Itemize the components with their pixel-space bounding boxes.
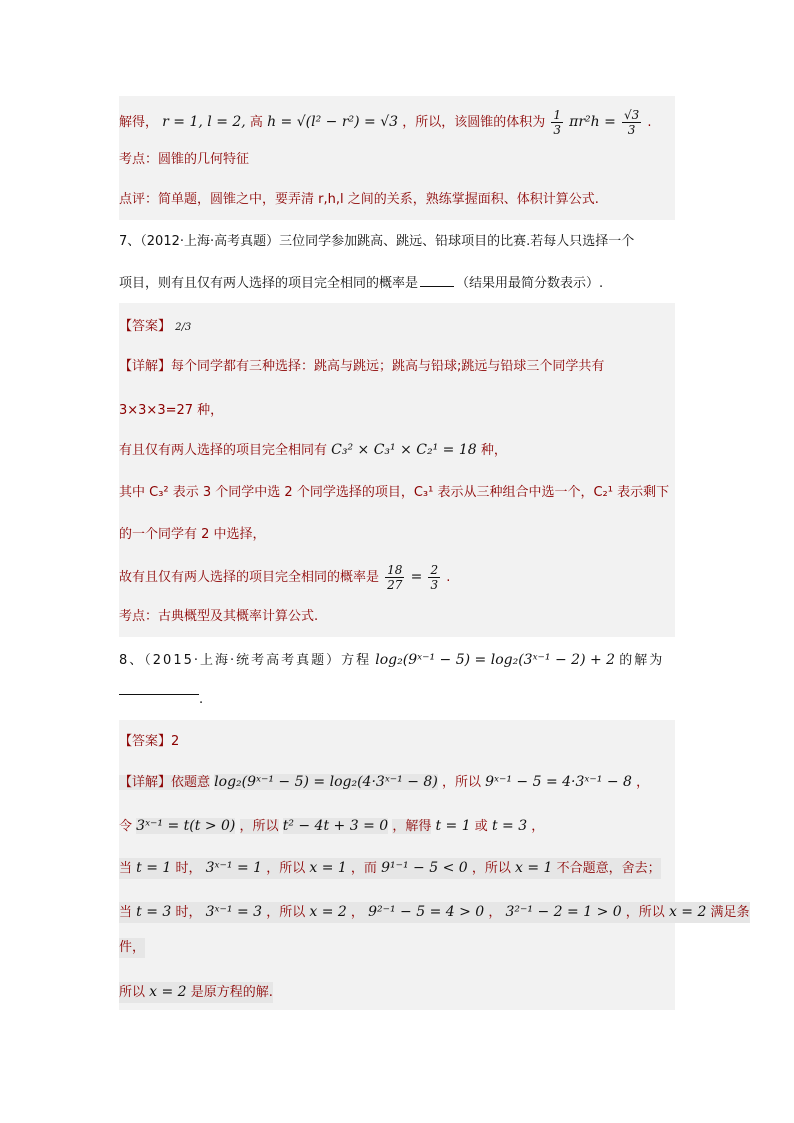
answer-block-7 <box>119 303 675 637</box>
answer-label: 【答案】 <box>119 319 172 334</box>
fraction: $\frac{√3}{3}$ <box>623 108 640 137</box>
question-8 <box>119 650 675 671</box>
answer-line <box>119 317 191 338</box>
text: 解得， <box>119 115 159 130</box>
math: πr²h = <box>569 114 616 130</box>
answer-blank-8 <box>119 694 199 695</box>
math: t = 1 <box>435 818 471 834</box>
math: C₃² × C₃¹ × C₂¹ = 18 <box>331 442 477 458</box>
dianping-line: 点评：简单题，圆锥之中，要弄清 r,h,l 之间的关系，熟练掌握面积、体积计算公式. <box>119 192 599 207</box>
detail-line: 当 t = 1 时， 3ˣ⁻¹ = 1 ，所以 x = 1 ，而 9¹⁻¹ − 5 < 0 ，所以 x = 1 不合题意，舍去； <box>119 858 661 879</box>
answer-block-8 <box>119 720 750 1010</box>
detail-line: 3×3×3=27 种， <box>119 403 224 418</box>
solution-block-prev <box>119 96 675 220</box>
text: ，所以，该圆锥的体积为 <box>402 115 546 130</box>
q8-end: . <box>199 692 204 707</box>
detail-line: 令 3ˣ⁻¹ = t(t > 0) ，所以 t² − 4t + 3 = 0 ，解得 t = 1 或 t = 3 ， <box>119 818 545 834</box>
detail-line: 的一个同学有 2 中选择， <box>119 527 266 542</box>
kaodian-line: 考点：圆锥的几何特征 <box>119 152 250 167</box>
text: 高 <box>249 115 263 130</box>
math: r = 1, l = 2, <box>162 114 246 130</box>
text: 项目，则有且仅有两人选择的项目完全相同的概率是 <box>119 276 419 291</box>
detail-line: 故有且仅有两人选择的项目完全相同的概率是 $\frac{18}{27}$ = $\frac{2}{3}$ . <box>119 563 451 592</box>
detail-line: 件， <box>119 938 145 958</box>
text: （结果用最简分数表示）. <box>456 276 604 291</box>
detail-line: 【详解】依题意 log₂(9ˣ⁻¹ − 5) = log₂(4·3ˣ⁻¹ − 8) ，所以 9ˣ⁻¹ − 5 = 4·3ˣ⁻¹ − 8 ， <box>119 774 650 790</box>
text: 的解为 <box>619 653 665 668</box>
math: t = 3 <box>491 818 528 834</box>
fraction: $\frac{2}{3}$ <box>430 563 439 592</box>
math: 3ˣ⁻¹ = t(t > 0) <box>136 818 236 834</box>
math: log₂(9ˣ⁻¹ − 5) = log₂(4·3ˣ⁻¹ − 8) <box>214 774 438 790</box>
answer-value: 2/3 <box>175 322 192 333</box>
detail-line: 其中 C₃² 表示 3 个同学中选 2 个同学选择的项目，C₃¹ 表示从三种组合中选一个，C₂¹ 表示剩下 <box>119 485 670 500</box>
detail-line: 【详解】每个同学都有三种选择：跳高与跳远；跳高与铅球;跳远与铅球三个同学共有 <box>119 359 605 374</box>
answer-line: 【答案】2 <box>119 734 180 749</box>
solve-line <box>119 108 652 137</box>
answer-blank <box>420 274 454 287</box>
equation: log₂(9ˣ⁻¹ − 5) = log₂(3ˣ⁻¹ − 2) + 2 <box>375 652 616 668</box>
fraction: $\frac{18}{27}$ <box>387 563 403 592</box>
text: . <box>647 115 652 130</box>
math: t² − 4t + 3 = 0 <box>282 818 389 834</box>
math: h = √(l² − r²) = √3 <box>267 114 399 130</box>
question-7-line1: 7、（2012·上海·高考真题）三位同学参加跳高、跳远、铅球项目的比赛.若每人只选择一个 <box>119 234 635 249</box>
kaodian-line: 考点：古典概型及其概率计算公式. <box>119 609 319 624</box>
math: 9ˣ⁻¹ − 5 = 4·3ˣ⁻¹ − 8 <box>485 774 632 790</box>
text: 8、（2015·上海·统考高考真题）方程 <box>119 653 372 668</box>
detail-line: 所以 x = 2 是原方程的解. <box>119 982 273 1003</box>
question-7-line2 <box>119 274 603 294</box>
detail-line: 有且仅有两人选择的项目完全相同有 C₃² × C₃¹ × C₂¹ = 18 种， <box>119 442 507 458</box>
fraction: $\frac{1}{3}$ <box>553 108 561 137</box>
detail-line: 当 t = 3 时， 3ˣ⁻¹ = 3 ，所以 x = 2 ， 9²⁻¹ − 5 = 4 > 0 ， 3²⁻¹ − 2 = 1 > 0 ，所以 x = 2 满足条 <box>119 902 750 923</box>
